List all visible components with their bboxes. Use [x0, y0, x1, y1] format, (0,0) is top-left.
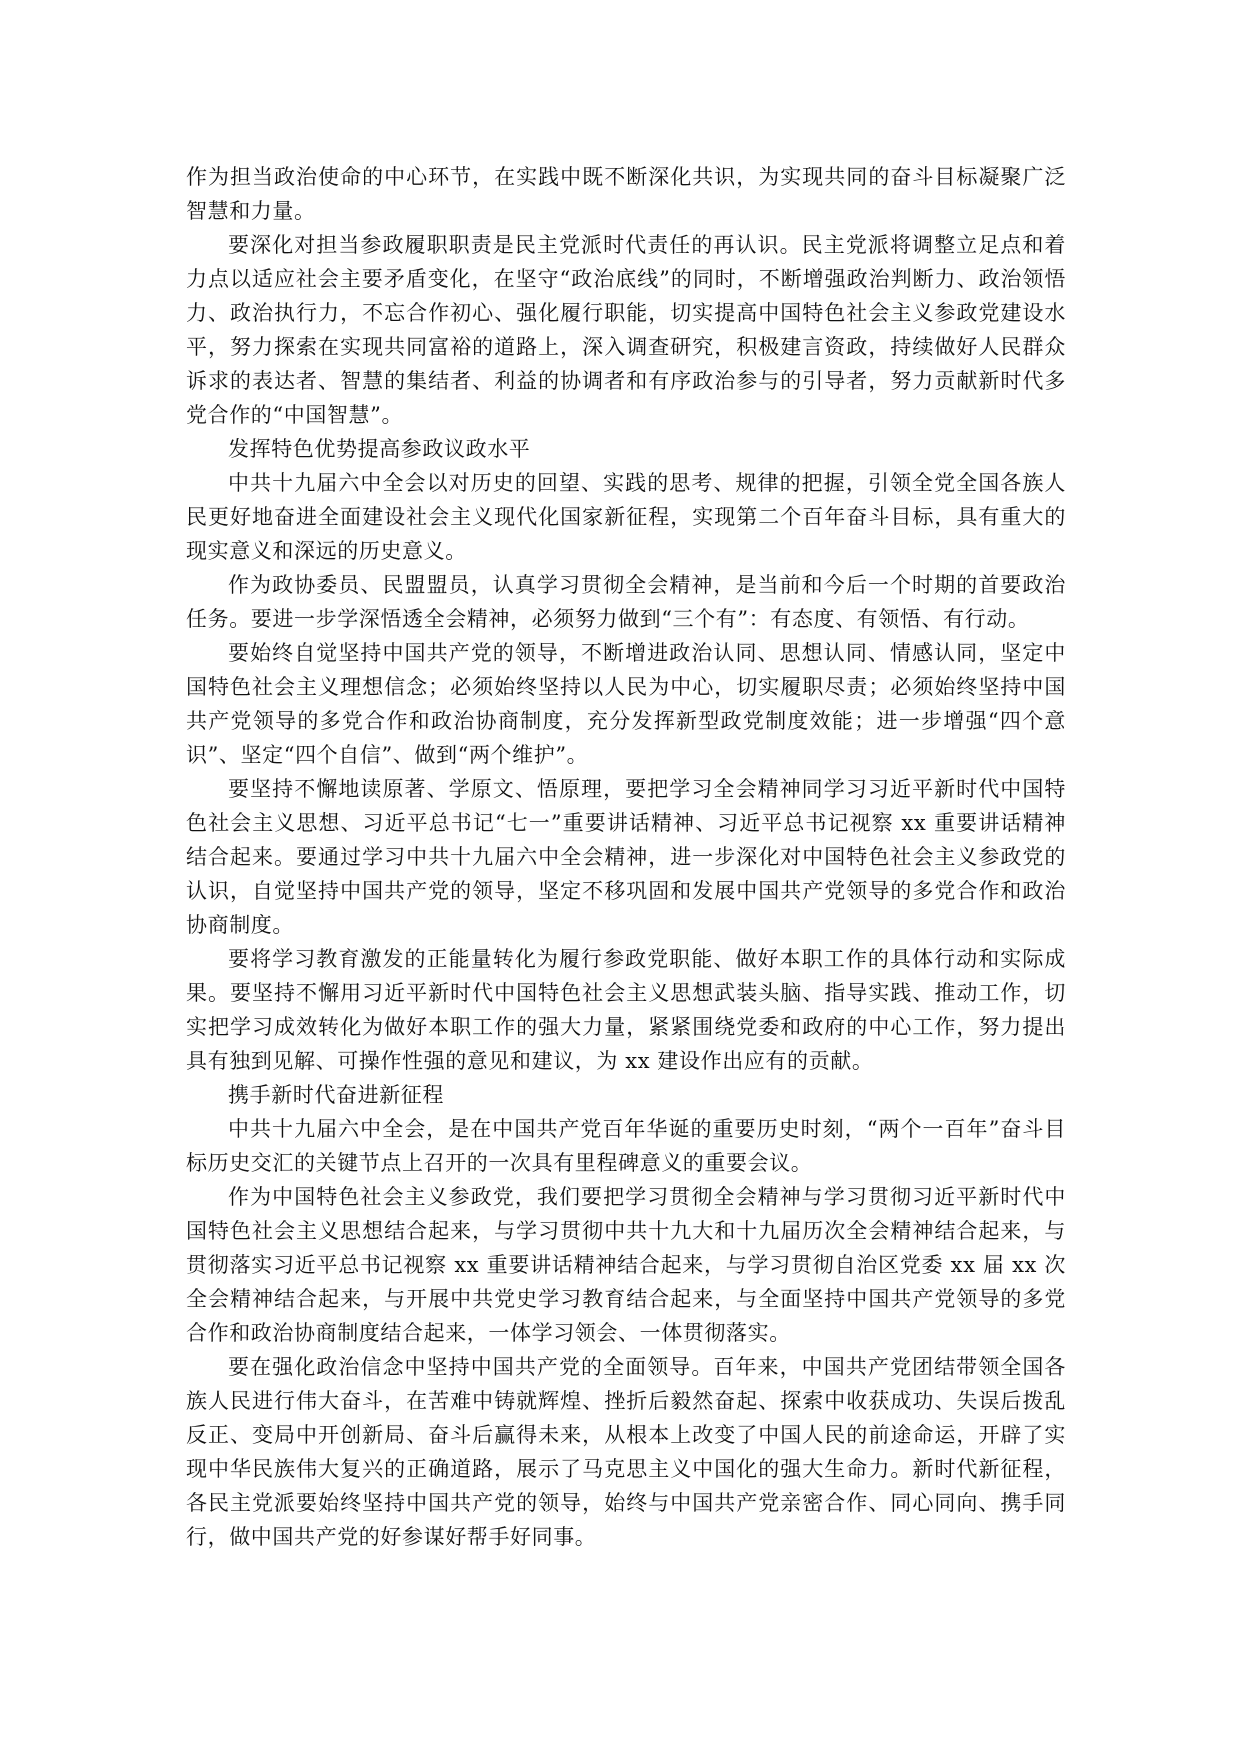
- section-heading: 携手新时代奋进新征程: [228, 1083, 444, 1107]
- section-heading: 发挥特色优势提高参政议政水平: [228, 437, 531, 461]
- paragraph: 要将学习教育激发的正能量转化为履行参政党职能、做好本职工作的具体行动和实际成果。要坚持不懈用习近平新时代中国特色社会主义思想武装头脑、指导实践、推动工作，切实把学习成效转化为做好本职工作的强大力量，紧紧围绕党委和政府的中心工作，努力提出具有独到见解、可操作性强的意见和建议，为 xx 建设作出应有的贡献。: [186, 947, 1066, 1073]
- paragraph: 要坚持不懈地读原著、学原文、悟原理，要把学习全会精神同学习习近平新时代中国特色社会主义思想、习近平总书记“七一”重要讲话精神、习近平总书记视察 xx 重要讲话精神结合起来。要通过学习中共十九届六中全会精神，进一步深化对中国特色社会主义参政党的认识，自觉坚持中国共产党的领导，坚定不移巩固和发展中国共产党领导的多党合作和政治协商制度。: [186, 777, 1066, 937]
- paragraph: 中共十九届六中全会，是在中国共产党百年华诞的重要历史时刻，“两个一百年”奋斗目标历史交汇的关键节点上召开的一次具有里程碑意义的重要会议。: [186, 1117, 1066, 1175]
- document-body: [186, 160, 1066, 1554]
- paragraph: 作为中国特色社会主义参政党，我们要把学习贯彻全会精神与学习贯彻习近平新时代中国特色社会主义思想结合起来，与学习贯彻中共十九大和十九届历次全会精神结合起来，与贯彻落实习近平总书记视察 xx 重要讲话精神结合起来，与学习贯彻自治区党委 xx 届 xx 次全会精神结合起来，与开展中共党史学习教育结合起来，与全面坚持中国共产党领导的多党合作和政治协商制度结合起来，一体学习领会、一体贯彻落实。: [186, 1185, 1066, 1345]
- paragraph: 要始终自觉坚持中国共产党的领导，不断增进政治认同、思想认同、情感认同，坚定中国特色社会主义理想信念；必须始终坚持以人民为中心，切实履职尽责；必须始终坚持中国共产党领导的多党合作和政治协商制度，充分发挥新型政党制度效能；进一步增强“四个意识”、坚定“四个自信”、做到“两个维护”。: [186, 641, 1066, 767]
- paragraph: 作为政协委员、民盟盟员，认真学习贯彻全会精神，是当前和今后一个时期的首要政治任务。要进一步学深悟透全会精神，必须努力做到“三个有”：有态度、有领悟、有行动。: [186, 573, 1066, 631]
- paragraph: 要在强化政治信念中坚持中国共产党的全面领导。百年来，中国共产党团结带领全国各族人民进行伟大奋斗，在苦难中铸就辉煌、挫折后毅然奋起、探索中收获成功、失误后拨乱反正、变局中开创新局、奋斗后赢得未来，从根本上改变了中国人民的前途命运，开辟了实现中华民族伟大复兴的正确道路，展示了马克思主义中国化的强大生命力。新时代新征程，各民主党派要始终坚持中国共产党的领导，始终与中国共产党亲密合作、同心同向、携手同行，做中国共产党的好参谋好帮手好同事。: [186, 1355, 1066, 1549]
- paragraph-continued: 作为担当政治使命的中心环节，在实践中既不断深化共识，为实现共同的奋斗目标凝聚广泛智慧和力量。: [186, 165, 1066, 223]
- paragraph: 中共十九届六中全会以对历史的回望、实践的思考、规律的把握，引领全党全国各族人民更好地奋进全面建设社会主义现代化国家新征程，实现第二个百年奋斗目标，具有重大的现实意义和深远的历史意义。: [186, 471, 1066, 563]
- paragraph: 要深化对担当参政履职职责是民主党派时代责任的再认识。民主党派将调整立足点和着力点以适应社会主要矛盾变化，在坚守“政治底线”的同时，不断增强政治判断力、政治领悟力、政治执行力，不忘合作初心、强化履行职能，切实提高中国特色社会主义参政党建设水平，努力探索在实现共同富裕的道路上，深入调查研究，积极建言资政，持续做好人民群众诉求的表达者、智慧的集结者、利益的协调者和有序政治参与的引导者，努力贡献新时代多党合作的“中国智慧”。: [186, 233, 1066, 427]
